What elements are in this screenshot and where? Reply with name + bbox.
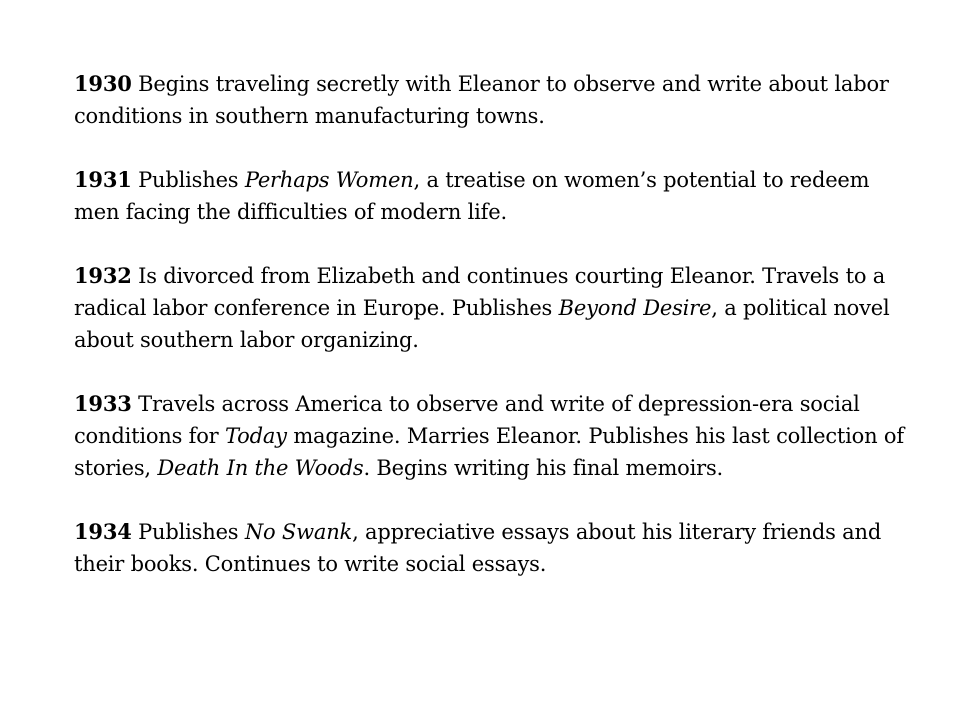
timeline-text xyxy=(74,68,904,612)
entry-year: 1933 xyxy=(74,391,132,416)
entry-text: , a treatise on women’s potential to redeem men facing the difficulties of modern life. xyxy=(74,168,870,224)
entry-year: 1931 xyxy=(74,167,132,192)
timeline-entry-1930 xyxy=(74,68,904,132)
timeline-entry-1933 xyxy=(74,388,904,484)
entry-text: . Begins writing his final memoirs. xyxy=(363,456,724,480)
entry-magazine-title: Today xyxy=(225,424,287,448)
entry-text: , a political novel about southern labor organizing. xyxy=(74,296,890,352)
entry-text: Begins traveling secretly with Eleanor to observe and write about labor conditions in southern manufacturing towns. xyxy=(74,72,889,128)
entry-text: Publishes xyxy=(131,168,245,192)
timeline-entry-1931 xyxy=(74,164,904,228)
timeline-entry-1934 xyxy=(74,516,904,580)
entry-book-title: Death In the Woods xyxy=(157,456,364,480)
entry-book-title: Perhaps Women xyxy=(244,168,414,192)
entry-text: magazine. Marries Eleanor. Publishes his last collection of stories, xyxy=(74,424,904,480)
entry-year: 1930 xyxy=(74,71,132,96)
entry-book-title: Beyond Desire xyxy=(558,296,712,320)
entry-text: Is divorced from Elizabeth and continues courting Eleanor. Travels to a radical labor conference in Europe. Publishes xyxy=(74,264,886,320)
entry-text: , appreciative essays about his literary friends and their books. Continues to write social essays. xyxy=(74,520,882,576)
entry-text: Publishes xyxy=(131,520,245,544)
timeline-entry-1932 xyxy=(74,260,904,356)
entry-book-title: No Swank xyxy=(244,520,353,544)
entry-text: Travels across America to observe and write of depression-era social conditions for xyxy=(74,392,860,448)
entry-year: 1932 xyxy=(74,263,132,288)
entry-year: 1934 xyxy=(74,519,132,544)
